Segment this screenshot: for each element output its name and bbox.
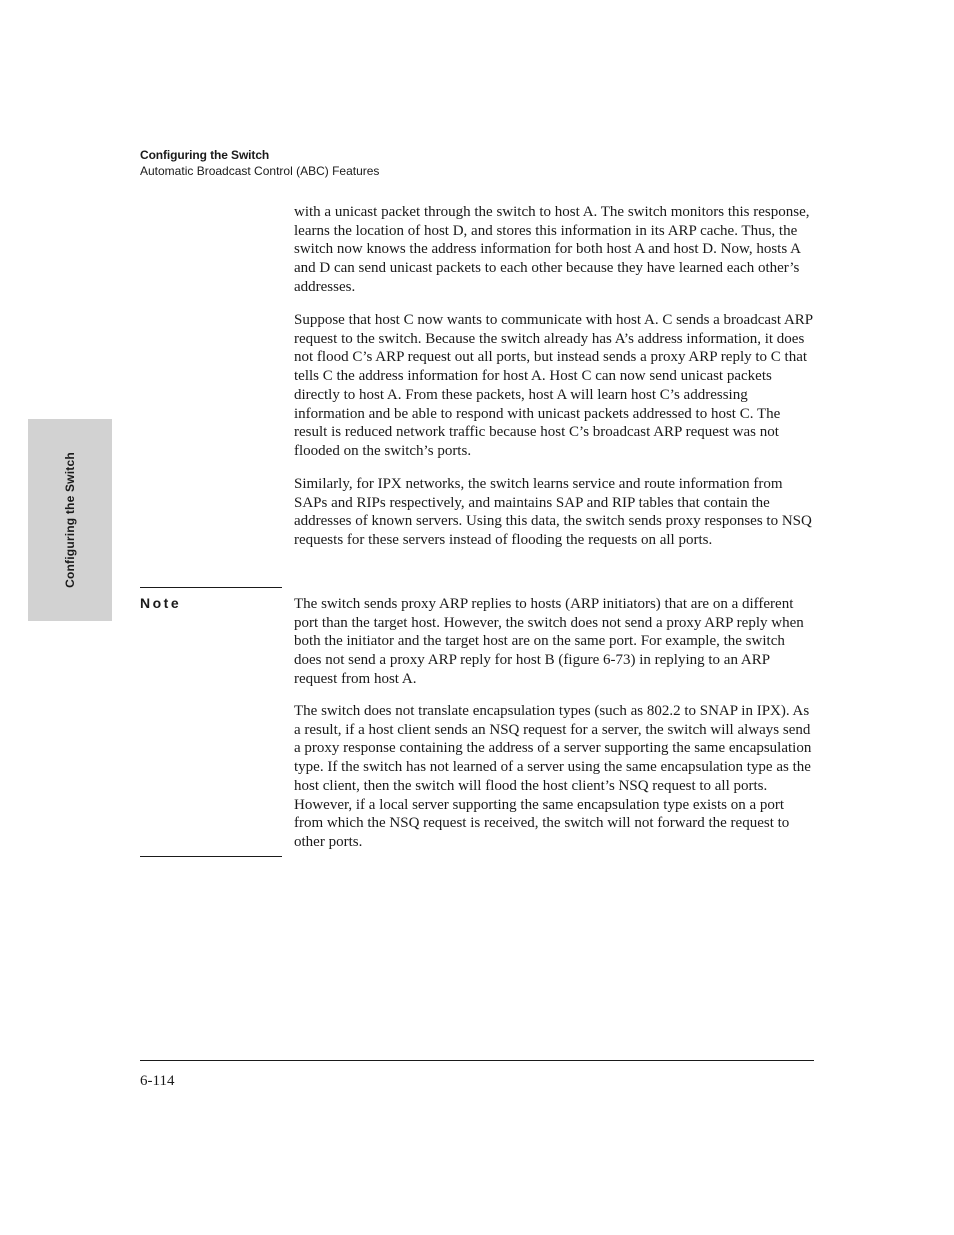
note-top-rule xyxy=(140,587,282,588)
chapter-side-tab-label: Configuring the Switch xyxy=(63,452,77,588)
note-paragraph-text: The switch sends proxy ARP replies to hosts (ARP initiators) that are on a different port than the target host. However, the switch does not send a proxy ARP reply when both the initiator and the target host are on the same port. For example, the switch does not send a proxy ARP reply for host B (figure 6-73) in replying to an ARP request from host A. xyxy=(294,596,804,687)
note-paragraph-2 xyxy=(294,702,816,852)
body-paragraph-text: Similarly, for IPX networks, the switch learns service and route information from SAPs and RIPs respectively, and maintains SAP and RIP tables that contain the addresses of known servers. Using this data, the switch sends proxy responses to NSQ requests for these servers instead of flooding the requests on all ports. xyxy=(294,476,812,549)
note-paragraph-text: The switch does not translate encapsulation types (such as 802.2 to SNAP in IPX). As a result, if a host client sends an NSQ request for a server, the switch will always send a proxy response containing the address of a server supporting the same encapsulation type. If the switch has not learned of a server using the same encapsulation type as the host client, then the switch will flood the host client’s NSQ request to all ports. However, if a local server supporting the same encapsulation type exists on a port from which the NSQ request is received, the switch will not forward the request to other ports. xyxy=(294,703,812,850)
note-bottom-rule xyxy=(140,856,282,857)
body-paragraph-text: Suppose that host C now wants to communicate with host A. C sends a broadcast ARP request to the switch. Because the switch already has A’s address information, it does not flood C’s ARP request out all ports, but instead sends a proxy ARP reply to C that tells C the address information for host A. Host C can now send unicast packets directly to host A. From these packets, host A will learn host C’s addressing information and be able to respond with unicast packets addressed to host C. The result is reduced network traffic because host C’s broadcast ARP request was not flooded on the switch’s ports. xyxy=(294,312,813,459)
body-paragraph-2 xyxy=(294,311,816,461)
running-header-subtitle: Automatic Broadcast Control (ABC) Features xyxy=(140,164,380,178)
body-paragraph-1 xyxy=(294,203,816,297)
body-paragraph-text: with a unicast packet through the switch to host A. The switch monitors this response, learns the location of host D, and stores this information in its ARP cache. Thus, the switch now knows the address information for both host A and host D. Now, hosts A and D can send unicast packets to each other because they have learned each other’s addresses. xyxy=(294,204,810,295)
running-header-title: Configuring the Switch xyxy=(140,148,270,162)
body-paragraph-3 xyxy=(294,475,816,550)
note-label: Note xyxy=(140,595,182,611)
chapter-side-tab xyxy=(28,419,112,621)
footer-rule xyxy=(140,1060,814,1061)
note-paragraph-1 xyxy=(294,595,816,689)
page-number: 6-114 xyxy=(140,1073,175,1089)
